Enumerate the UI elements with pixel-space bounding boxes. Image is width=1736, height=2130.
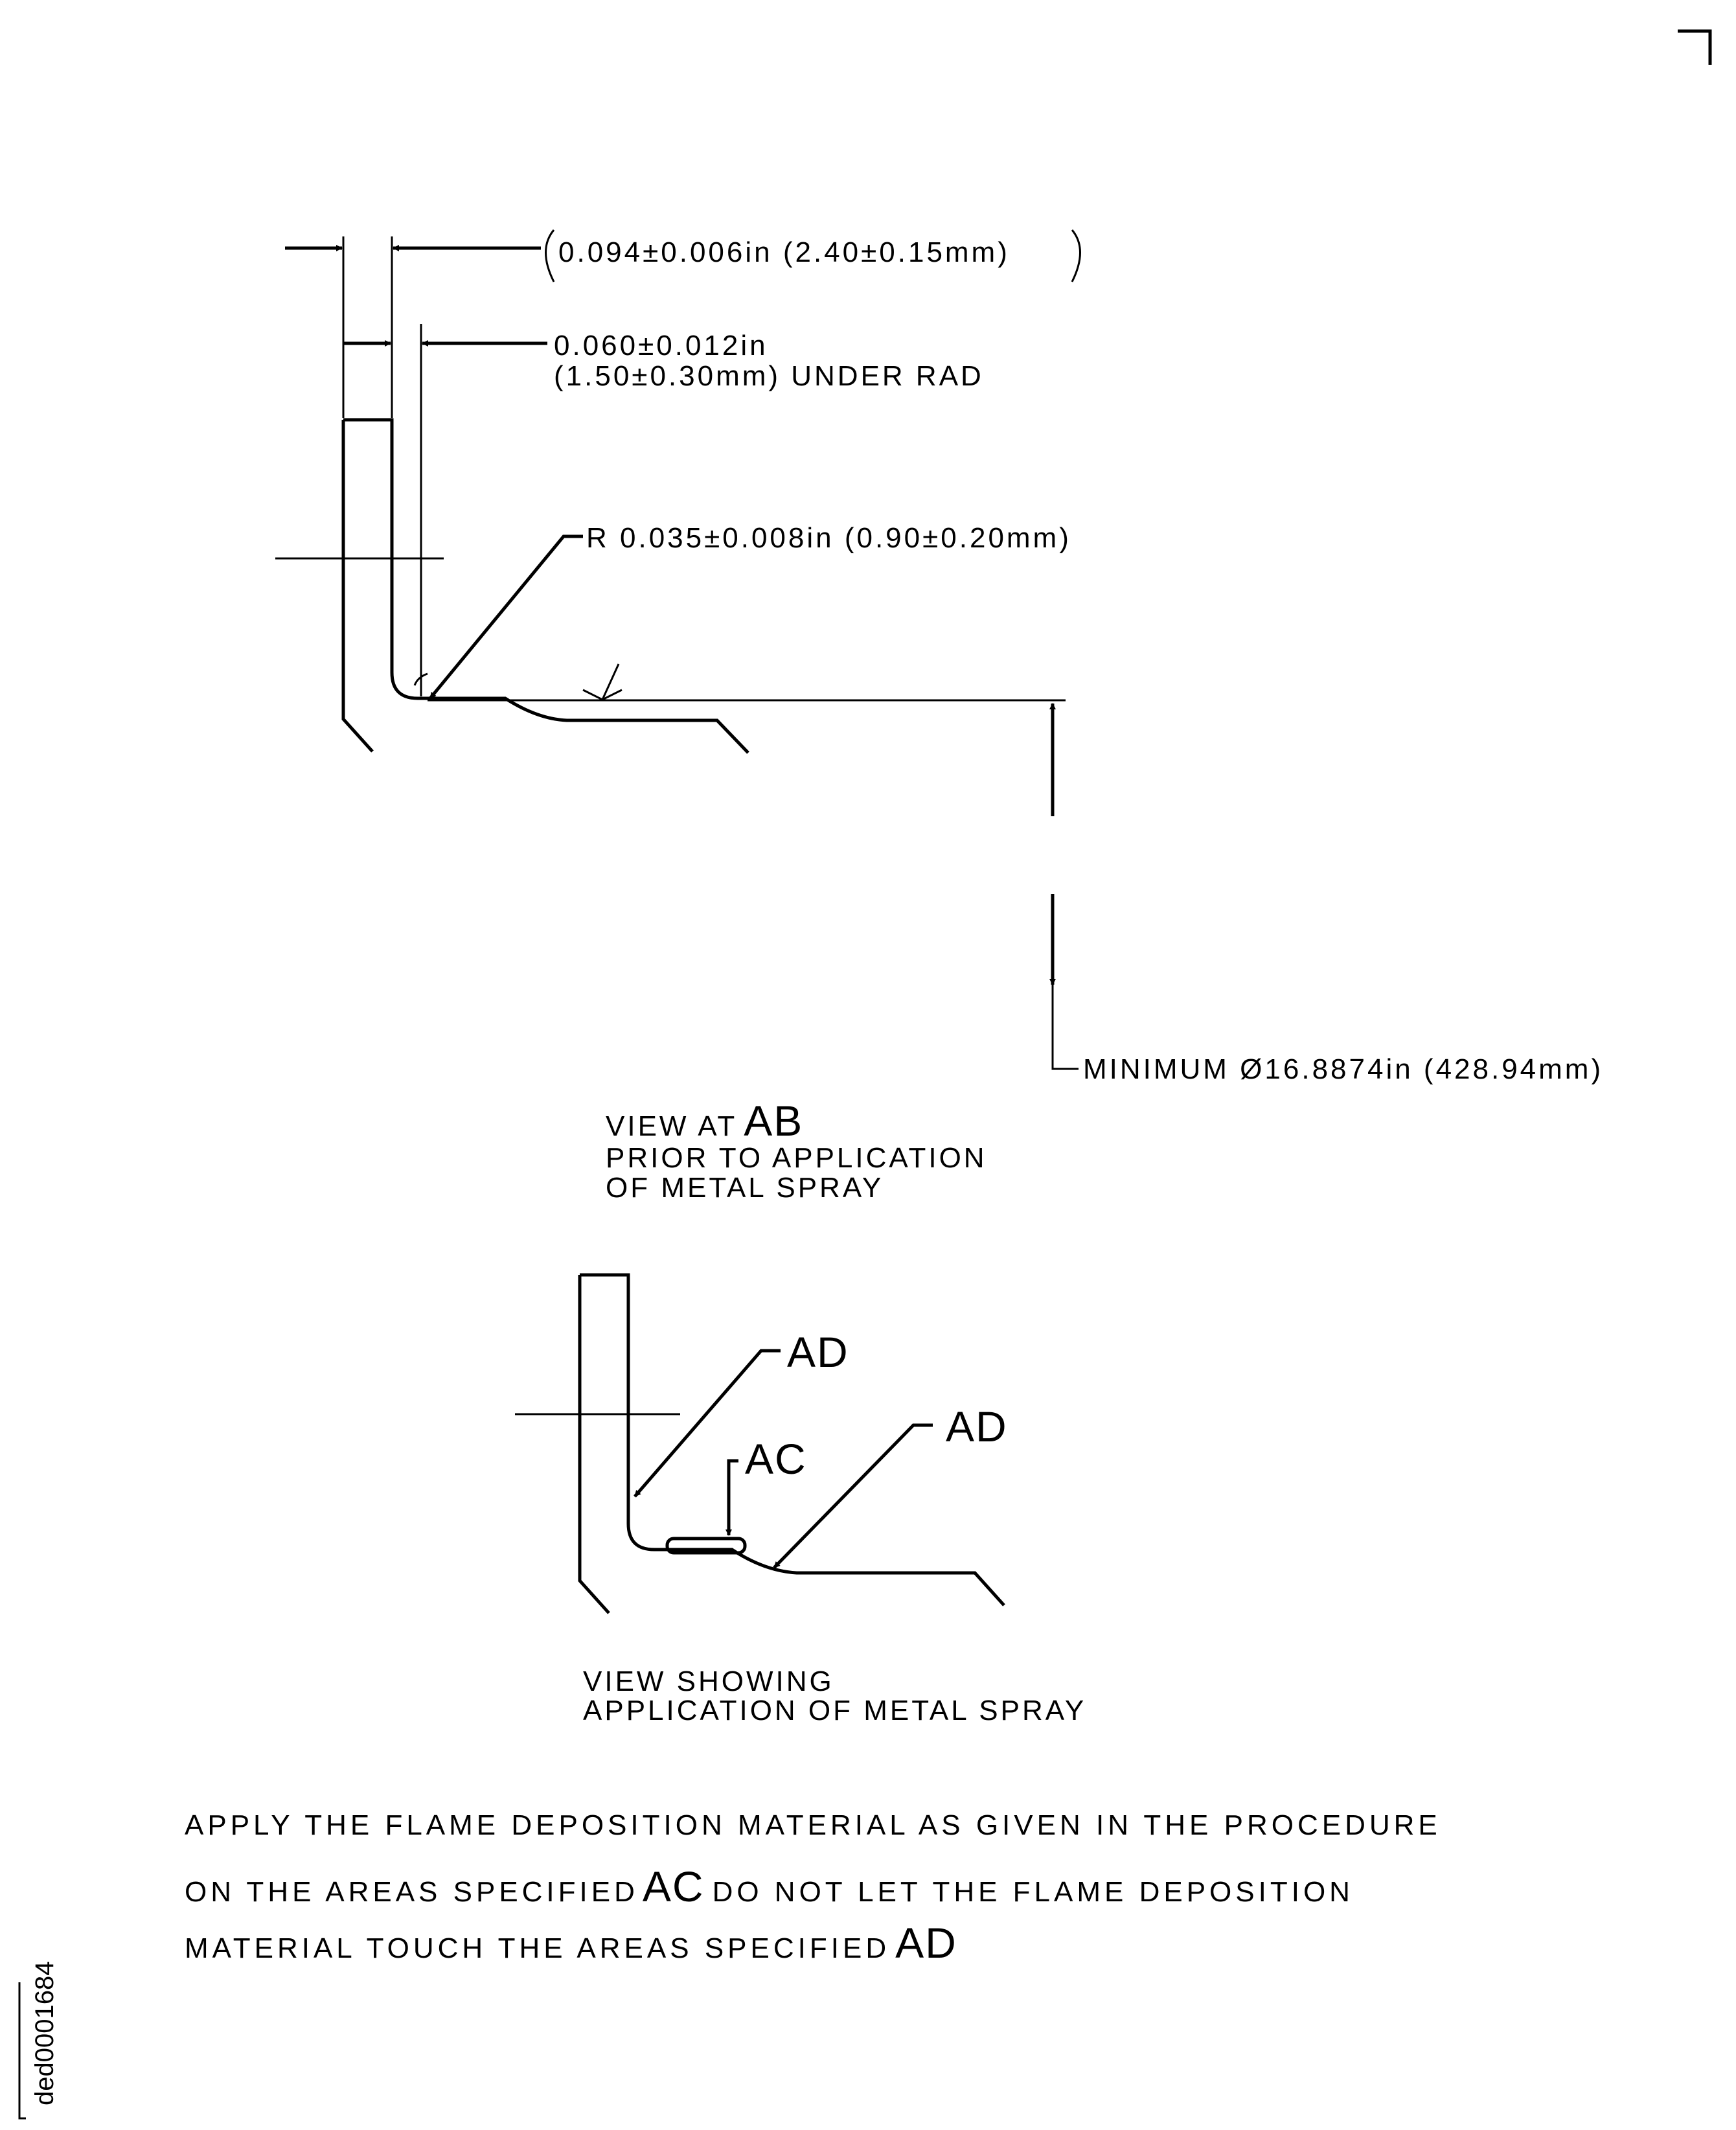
part-profile-ab bbox=[343, 420, 748, 753]
note-line3: MATERIAL TOUCH THE AREAS SPECIFIED AD bbox=[185, 1919, 957, 1967]
caption-spray-line2: APPLICATION OF METAL SPRAY bbox=[583, 1695, 1087, 1726]
callout-ac: AC bbox=[745, 1435, 807, 1483]
callout-ad-upper: AD bbox=[787, 1328, 849, 1376]
callout-ad-right: AD bbox=[946, 1403, 1008, 1450]
figure-id-bracket bbox=[19, 1982, 26, 2118]
view-spray bbox=[515, 1275, 1086, 1726]
note-line2: ON THE AREAS SPECIFIEDAC DO NOT LET THE FLAME DEPOSITION bbox=[185, 1862, 1354, 1910]
dim-under-rad-line1: 0.060±0.012in bbox=[554, 330, 768, 361]
caption-ab-line3: OF METAL SPRAY bbox=[606, 1172, 884, 1204]
paren-right bbox=[1072, 230, 1080, 282]
corner-mark bbox=[1678, 31, 1710, 65]
diameter-leader bbox=[1053, 985, 1079, 1069]
procedure-note bbox=[185, 1809, 1441, 1967]
part-profile-spray-left bbox=[580, 1275, 609, 1613]
caption-ab-line2: PRIOR TO APPLICATION bbox=[606, 1142, 987, 1174]
paren-left bbox=[546, 230, 554, 282]
caption-view-at-ab: VIEW AT AB bbox=[606, 1097, 804, 1145]
dim-diameter-label: MINIMUM Ø16.8874in (428.94mm) bbox=[1083, 1053, 1604, 1085]
figure-id: ded0001684 bbox=[30, 1961, 59, 2105]
radius-leader bbox=[430, 536, 583, 698]
dim-radius-label: R 0.035±0.008in (0.90±0.20mm) bbox=[586, 522, 1071, 554]
caption-spray-line1: VIEW SHOWING bbox=[583, 1666, 834, 1697]
figure-id-block bbox=[19, 1962, 59, 2118]
dim-under-rad-line2: (1.50±0.30mm) UNDER RAD bbox=[554, 360, 984, 392]
view-ab bbox=[275, 230, 1603, 1204]
surface-finish-symbol bbox=[583, 664, 622, 700]
leader-ac bbox=[729, 1461, 738, 1535]
note-line1: APPLY THE FLAME DEPOSITION MATERIAL AS GIVEN IN THE PROCEDURE bbox=[185, 1809, 1441, 1841]
part-profile-ab-left bbox=[343, 420, 372, 751]
dim-thickness-label: 0.094±0.006in (2.40±0.15mm) bbox=[558, 236, 1010, 268]
